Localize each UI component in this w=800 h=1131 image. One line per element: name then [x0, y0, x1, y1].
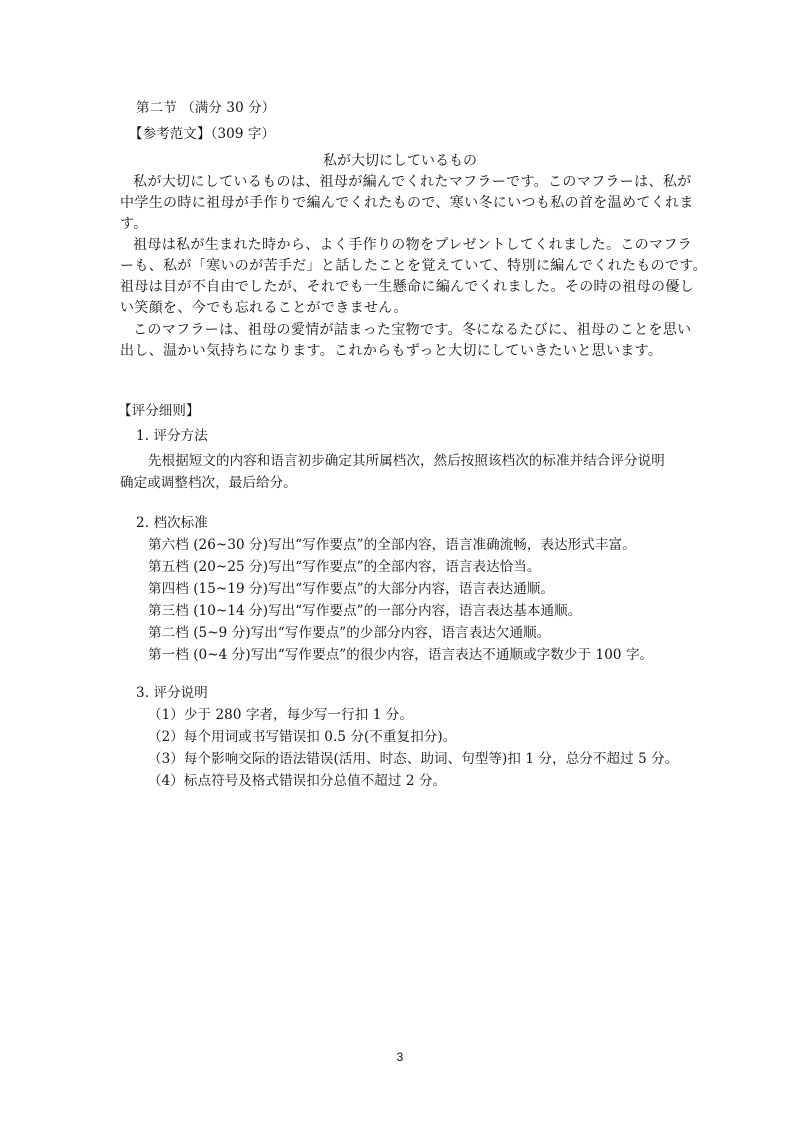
rubric-method-line-1: 先根据短文的内容和语言初步确定其所属档次，然后按照该档次的标准并结合评分说明 — [148, 453, 665, 469]
rubric-method-line-2: 确定或调整档次，最后给分。 — [120, 475, 297, 491]
rubric-levels-title: 2. 档次标准 — [136, 515, 208, 531]
rubric-level-item: 第五档 (20~25 分)写出“写作要点”的全部内容，语言表达恰当。 — [148, 559, 541, 575]
essay-paragraph-1-line-1: 私が大切にしているものは、祖母が編んでくれたマフラーです。このマフラーは、私が — [133, 174, 692, 190]
rubric-notes-title: 3. 评分说明 — [136, 685, 208, 701]
essay-paragraph-2-line-4: い笑顔を、今でも忘れることができません。 — [120, 300, 408, 316]
section-heading: 第二节 （满分 30 分） — [136, 100, 276, 116]
reference-essay-label: 【参考范文】（309 字） — [129, 126, 276, 142]
page-number: 3 — [396, 1050, 404, 1064]
rubric-note-item: （1）少于 280 字者，每少写一行扣 1 分。 — [148, 707, 414, 723]
rubric-level-item: 第六档 (26~30 分)写出“写作要点”的全部内容，语言准确流畅，表达形式丰富。 — [148, 537, 636, 553]
rubric-note-item: （4）标点符号及格式错误扣分总值不超过 2 分。 — [148, 773, 447, 789]
essay-paragraph-1-line-2: 中学生の時に祖母が手作りで編んでくれたもので、寒い冬にいつも私の首を温めてくれま — [120, 195, 694, 211]
rubric-heading: 【评分细则】 — [118, 403, 200, 419]
rubric-note-item: （3）每个影响交际的语法错误(活用、时态、助词、句型等)扣 1 分，总分不超过 5 分。 — [148, 751, 679, 767]
essay-paragraph-2-line-3: 祖母は目が不自由でしたが、それでも一生懸命に編んでくれました。その時の祖母の優し — [120, 279, 694, 295]
rubric-level-item: 第四档 (15~19 分)写出“写作要点”的大部分内容，语言表达通顺。 — [148, 581, 555, 597]
rubric-note-item: （2）每个用词或书写错误扣 0.5 分(不重复扣分)。 — [148, 729, 457, 745]
essay-paragraph-3-line-2: 出し、温かい気持ちになります。これからもずっと大切にしていきたいと思います。 — [120, 343, 663, 359]
rubric-level-item: 第二档 (5~9 分)写出“写作要点”的少部分内容，语言表达欠通顺。 — [148, 625, 551, 641]
rubric-level-item: 第一档 (0~4 分)写出“写作要点”的很少内容，语言表达不通顺或字数少于 100 字。 — [148, 647, 654, 663]
rubric-level-item: 第三档 (10~14 分)写出“写作要点”的一部分内容，语言表达基本通顺。 — [148, 603, 582, 619]
essay-title: 私が大切にしているもの — [323, 153, 477, 169]
essay-paragraph-3-line-1: このマフラーは、祖母の愛情が詰まった宝物です。冬になるたびに、祖母のことを思い — [133, 322, 692, 338]
essay-paragraph-2-line-2: ーも、私が「寒いのが苦手だ」と話したことを覚えていて、特別に編んでくれたものです。 — [120, 258, 707, 274]
rubric-method-title: 1. 评分方法 — [136, 428, 208, 444]
essay-paragraph-1-line-3: す。 — [120, 216, 148, 232]
essay-paragraph-2-line-1: 祖母は私が生まれた時から、よく手作りの物をプレゼントしてくれました。このマフラ — [133, 237, 693, 253]
